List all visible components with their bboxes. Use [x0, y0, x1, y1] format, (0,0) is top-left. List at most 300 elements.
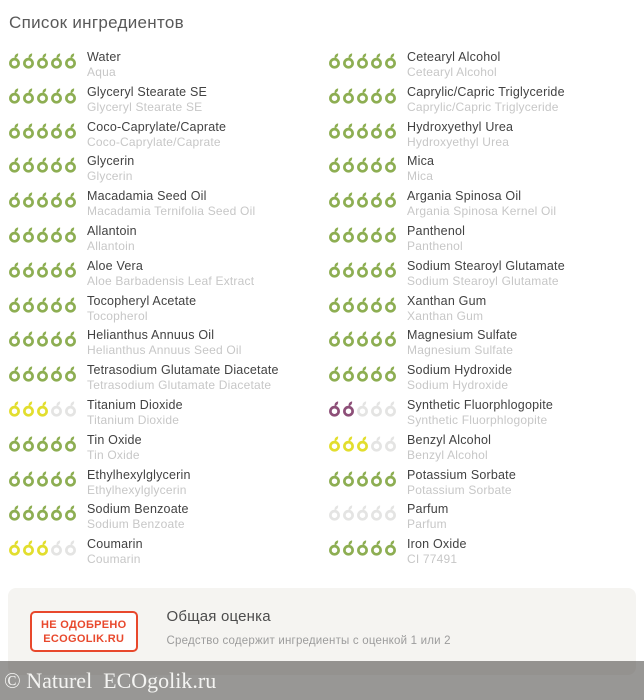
apple-rating-icon-filled [328, 157, 341, 173]
rating-icons [328, 294, 407, 329]
ingredient-inci: Hydroxyethyl Urea [407, 134, 510, 149]
ingredient-inci: Sodium Stearoyl Glutamate [407, 273, 559, 288]
apple-rating-icon-filled [22, 88, 35, 104]
ingredient-name: Ethylhexylglycerin [87, 467, 191, 482]
apple-rating-icon-filled [8, 88, 21, 104]
ingredient-row [8, 502, 328, 537]
apple-rating-icon-filled [356, 88, 369, 104]
apple-rating-icon-empty [370, 505, 383, 521]
apple-rating-icon-filled [328, 53, 341, 69]
apple-rating-icon-filled [384, 157, 397, 173]
ingredient-inci: Tetrasodium Glutamate Diacetate [87, 378, 272, 393]
ingredient-texts [407, 120, 513, 155]
ingredient-texts [87, 154, 134, 189]
rating-icons [328, 433, 407, 468]
ingredient-name: Glycerin [87, 154, 135, 169]
ingredient-inci: Parfum [407, 517, 447, 532]
apple-rating-icon-filled [22, 471, 35, 487]
apple-rating-icon-filled [384, 297, 397, 313]
ingredient-row [328, 294, 644, 329]
apple-rating-icon-filled [22, 53, 35, 69]
ingredients-column-left [8, 50, 328, 572]
ingredient-texts [407, 398, 553, 433]
apple-rating-icon-filled [22, 366, 35, 382]
apple-rating-icon-filled [8, 540, 21, 556]
ingredient-row [328, 537, 644, 572]
apple-rating-icon-filled [384, 366, 397, 382]
apple-rating-icon-filled [50, 157, 63, 173]
ingredient-texts [407, 328, 517, 363]
ingredient-texts [407, 468, 516, 503]
apple-rating-icon-filled [36, 540, 49, 556]
apple-rating-icon-filled [8, 262, 21, 278]
apple-rating-icon-filled [36, 471, 49, 487]
ingredient-name: Allantoin [87, 223, 137, 238]
rating-icons [8, 259, 87, 294]
ingredient-inci: Xanthan Gum [407, 308, 484, 323]
apple-rating-icon-filled [8, 123, 21, 139]
ingredient-texts [87, 259, 254, 294]
apple-rating-icon-filled [328, 540, 341, 556]
ingredient-texts [407, 433, 491, 468]
ingredient-row [8, 363, 328, 398]
apple-rating-icon-filled [22, 192, 35, 208]
ingredient-texts [87, 294, 196, 329]
rating-icons [328, 50, 407, 85]
apple-rating-icon-filled [356, 123, 369, 139]
apple-rating-icon-filled [342, 262, 355, 278]
ingredient-row [328, 363, 644, 398]
apple-rating-icon-empty [370, 401, 383, 417]
ingredient-texts [407, 294, 486, 329]
apple-rating-icon-filled [36, 436, 49, 452]
ingredient-inci: Panthenol [407, 238, 463, 253]
apple-rating-icon-filled [50, 88, 63, 104]
ingredient-name: Tin Oxide [87, 432, 142, 447]
apple-rating-icon-filled [328, 436, 341, 452]
ingredient-texts [87, 398, 183, 433]
apple-rating-icon-filled [356, 471, 369, 487]
ingredient-inci: Macadamia Ternifolia Seed Oil [87, 204, 256, 219]
apple-rating-icon-filled [64, 192, 77, 208]
apple-rating-icon-filled [370, 88, 383, 104]
ingredient-texts [407, 537, 467, 572]
ingredient-inci: Cetearyl Alcohol [407, 65, 497, 79]
apple-rating-icon-filled [50, 192, 63, 208]
apple-rating-icon-filled [328, 471, 341, 487]
apple-rating-icon-filled [64, 297, 77, 313]
apple-rating-icon-filled [356, 366, 369, 382]
apple-rating-icon-filled [356, 227, 369, 243]
ingredient-inci: Potassium Sorbate [407, 482, 512, 497]
rating-icons [8, 363, 87, 398]
ingredient-inci: Tocopherol [87, 308, 148, 323]
apple-rating-icon-filled [370, 123, 383, 139]
apple-rating-icon-filled [8, 192, 21, 208]
ingredient-texts [407, 154, 434, 189]
apple-rating-icon-filled [64, 88, 77, 104]
not-approved-stamp [30, 611, 138, 652]
apple-rating-icon-filled [50, 53, 63, 69]
ingredient-texts [407, 189, 556, 224]
ingredient-inci: Sodium Hydroxide [407, 378, 509, 393]
ingredient-name: Aloe Vera [87, 258, 144, 273]
apple-rating-icon-filled [50, 436, 63, 452]
apple-rating-icon-filled [384, 53, 397, 69]
ingredient-texts [407, 85, 565, 120]
ingredient-name: Benzyl Alcohol [407, 432, 492, 447]
rating-icons [328, 259, 407, 294]
apple-rating-icon-filled [36, 297, 49, 313]
apple-rating-icon-filled [356, 297, 369, 313]
ingredient-texts [87, 85, 207, 120]
apple-rating-icon-filled [356, 262, 369, 278]
apple-rating-icon-filled [384, 471, 397, 487]
ingredient-texts [87, 363, 279, 398]
rating-icons [328, 363, 407, 398]
rating-icons [328, 328, 407, 363]
apple-rating-icon-filled [22, 436, 35, 452]
apple-rating-icon-filled [64, 227, 77, 243]
ingredient-inci: Aqua [87, 65, 116, 79]
ingredient-name: Macadamia Seed Oil [87, 189, 207, 204]
ingredient-inci: Helianthus Annuus Seed Oil [87, 343, 242, 358]
apple-rating-icon-filled [50, 262, 63, 278]
ingredient-name: Tetrasodium Glutamate Diacetate [87, 363, 279, 378]
apple-rating-icon-filled [22, 505, 35, 521]
ingredient-name: Potassium Sorbate [407, 467, 517, 482]
ingredient-inci: Magnesium Sulfate [407, 343, 514, 358]
ingredient-row [8, 328, 328, 363]
apple-rating-icon-filled [370, 471, 383, 487]
apple-rating-icon-filled [356, 53, 369, 69]
ingredient-name: Helianthus Annuus Oil [87, 328, 215, 343]
ingredient-name: Xanthan Gum [407, 293, 487, 308]
rating-icons [8, 537, 87, 572]
apple-rating-icon-filled [370, 540, 383, 556]
apple-rating-icon-filled [64, 436, 77, 452]
apple-rating-icon-filled [50, 505, 63, 521]
apple-rating-icon-filled [342, 471, 355, 487]
apple-rating-icon-filled [64, 366, 77, 382]
apple-rating-icon-filled [22, 540, 35, 556]
ingredient-inci: Benzyl Alcohol [407, 447, 488, 462]
ingredient-row [328, 433, 644, 468]
ingredient-texts [87, 433, 142, 468]
watermark-footer [0, 661, 644, 700]
ingredient-name: Sodium Stearoyl Glutamate [407, 258, 565, 273]
ingredient-row [328, 85, 644, 120]
apple-rating-icon-filled [64, 262, 77, 278]
apple-rating-icon-filled [22, 157, 35, 173]
ingredient-texts [407, 50, 501, 85]
rating-icons [8, 468, 87, 503]
apple-rating-icon-filled [36, 227, 49, 243]
ingredient-name: Cetearyl Alcohol [407, 50, 501, 64]
apple-rating-icon-filled [384, 331, 397, 347]
ingredient-inci: Tin Oxide [87, 447, 140, 462]
ingredient-row [328, 328, 644, 363]
ingredient-row [328, 120, 644, 155]
rating-icons [328, 468, 407, 503]
ingredient-inci: Ethylhexylglycerin [87, 482, 187, 497]
apple-rating-icon-filled [384, 262, 397, 278]
apple-rating-icon-filled [342, 297, 355, 313]
apple-rating-icon-filled [342, 53, 355, 69]
ingredient-texts [407, 224, 465, 259]
apple-rating-icon-filled [328, 331, 341, 347]
apple-rating-icon-empty [356, 505, 369, 521]
apple-rating-icon-filled [8, 366, 21, 382]
apple-rating-icon-filled [36, 192, 49, 208]
apple-rating-icon-filled [8, 471, 21, 487]
ingredients-column-right [328, 50, 644, 572]
apple-rating-icon-filled [64, 505, 77, 521]
ingredient-row [8, 154, 328, 189]
rating-icons [8, 50, 87, 85]
apple-rating-icon-filled [370, 157, 383, 173]
apple-rating-icon-filled [328, 88, 341, 104]
ingredient-name: Water [87, 50, 121, 64]
apple-rating-icon-filled [8, 297, 21, 313]
apple-rating-icon-filled [22, 123, 35, 139]
apple-rating-icon-filled [8, 436, 21, 452]
apple-rating-icon-filled [22, 331, 35, 347]
ingredient-inci: Allantoin [87, 238, 135, 253]
overall-rating-description: Средство содержит ингредиенты с оценкой 1 или 2 [166, 635, 451, 647]
ingredient-inci: Synthetic Fluorphlogopite [407, 412, 548, 427]
ingredient-texts [87, 468, 191, 503]
ingredient-texts [407, 363, 512, 398]
apple-rating-icon-filled [384, 192, 397, 208]
ingredient-name: Coumarin [87, 537, 143, 552]
ingredient-row [328, 259, 644, 294]
ingredient-row [328, 224, 644, 259]
apple-rating-icon-filled [36, 366, 49, 382]
apple-rating-icon-filled [36, 123, 49, 139]
apple-rating-icon-filled [22, 401, 35, 417]
apple-rating-icon-empty [50, 401, 63, 417]
rating-icons [328, 537, 407, 572]
apple-rating-icon-empty [50, 540, 63, 556]
apple-rating-icon-filled [328, 262, 341, 278]
ingredient-inci: CI 77491 [407, 552, 458, 567]
ingredient-name: Synthetic Fluorphlogopite [407, 397, 554, 412]
rating-icons [8, 398, 87, 433]
apple-rating-icon-filled [370, 192, 383, 208]
ingredient-name: Magnesium Sulfate [407, 328, 518, 343]
ingredient-row [8, 468, 328, 503]
ingredient-name: Caprylic/Capric Triglyceride [407, 84, 565, 99]
ingredient-row [328, 398, 644, 433]
apple-rating-icon-filled [342, 436, 355, 452]
apple-rating-icon-filled [22, 297, 35, 313]
ingredient-inci: Mica [407, 169, 434, 184]
ingredient-texts [87, 537, 143, 572]
ingredient-row [8, 50, 328, 85]
ingredient-texts [87, 502, 189, 537]
apple-rating-icon-filled [342, 366, 355, 382]
apple-rating-icon-empty [328, 505, 341, 521]
apple-rating-icon-filled [384, 88, 397, 104]
apple-rating-icon-filled [370, 366, 383, 382]
overall-rating-texts [167, 608, 451, 647]
ingredient-texts [87, 328, 242, 363]
apple-rating-icon-filled [22, 262, 35, 278]
apple-rating-icon-filled [64, 331, 77, 347]
apple-rating-icon-filled [370, 331, 383, 347]
apple-rating-icon-filled [50, 123, 63, 139]
stamp-line-1: НЕ ОДОБРЕНО [41, 619, 127, 631]
apple-rating-icon-filled [342, 192, 355, 208]
apple-rating-icon-filled [384, 123, 397, 139]
ingredient-name: Tocopheryl Acetate [87, 293, 197, 308]
apple-rating-icon-filled [50, 297, 63, 313]
apple-rating-icon-filled [384, 540, 397, 556]
apple-rating-icon-filled [8, 157, 21, 173]
apple-rating-icon-filled [370, 53, 383, 69]
ingredients-grid [8, 50, 644, 572]
ingredient-row [8, 398, 328, 433]
apple-rating-icon-filled [50, 331, 63, 347]
rating-icons [328, 502, 407, 537]
rating-icons [8, 189, 87, 224]
apple-rating-icon-filled [356, 331, 369, 347]
apple-rating-icon-empty [342, 505, 355, 521]
apple-rating-icon-filled [8, 331, 21, 347]
apple-rating-icon-filled [342, 401, 355, 417]
ingredient-inci: Caprylic/Capric Triglyceride [407, 99, 559, 114]
ingredient-row [8, 259, 328, 294]
ingredient-texts [87, 224, 137, 259]
apple-rating-icon-filled [8, 505, 21, 521]
rating-icons [328, 85, 407, 120]
rating-icons [328, 224, 407, 259]
apple-rating-icon-filled [36, 157, 49, 173]
apple-rating-icon-empty [384, 505, 397, 521]
apple-rating-icon-filled [22, 227, 35, 243]
ingredient-row [8, 189, 328, 224]
apple-rating-icon-filled [328, 366, 341, 382]
apple-rating-icon-filled [356, 157, 369, 173]
rating-icons [8, 85, 87, 120]
apple-rating-icon-filled [50, 366, 63, 382]
apple-rating-icon-filled [342, 88, 355, 104]
rating-icons [328, 189, 407, 224]
apple-rating-icon-filled [356, 436, 369, 452]
apple-rating-icon-filled [356, 192, 369, 208]
ingredient-texts [87, 50, 121, 85]
apple-rating-icon-filled [36, 331, 49, 347]
ingredient-row [8, 433, 328, 468]
ingredient-name: Sodium Benzoate [87, 502, 189, 517]
apple-rating-icon-empty [370, 436, 383, 452]
apple-rating-icon-filled [328, 192, 341, 208]
ingredient-inci: Coumarin [87, 552, 141, 567]
apple-rating-icon-empty [356, 401, 369, 417]
stamp-line-2: ECOGOLIK.RU [43, 633, 125, 645]
apple-rating-icon-filled [384, 227, 397, 243]
apple-rating-icon-empty [384, 436, 397, 452]
apple-rating-icon-filled [328, 227, 341, 243]
apple-rating-icon-filled [64, 471, 77, 487]
ingredient-name: Coco-Caprylate/Caprate [87, 119, 227, 134]
apple-rating-icon-filled [64, 123, 77, 139]
apple-rating-icon-filled [36, 53, 49, 69]
apple-rating-icon-filled [8, 227, 21, 243]
ingredient-row [8, 224, 328, 259]
rating-icons [8, 120, 87, 155]
copyright-text: © Naturel ECOgolik.ru [4, 667, 217, 693]
apple-rating-icon-empty [384, 401, 397, 417]
apple-rating-icon-filled [328, 401, 341, 417]
ingredient-inci: Glyceryl Stearate SE [87, 99, 203, 114]
apple-rating-icon-filled [36, 505, 49, 521]
ingredient-name: Argania Spinosa Oil [407, 189, 522, 204]
apple-rating-icon-empty [64, 540, 77, 556]
ingredient-name: Iron Oxide [407, 537, 467, 552]
apple-rating-icon-filled [342, 123, 355, 139]
apple-rating-icon-filled [36, 262, 49, 278]
rating-icons [328, 120, 407, 155]
rating-icons [328, 398, 407, 433]
ingredient-inci: Glycerin [87, 169, 133, 184]
ingredient-row [328, 502, 644, 537]
apple-rating-icon-filled [50, 471, 63, 487]
ingredient-name: Glyceryl Stearate SE [87, 84, 208, 99]
ingredient-row [8, 85, 328, 120]
ingredient-inci: Aloe Barbadensis Leaf Extract [87, 273, 255, 288]
rating-icons [8, 502, 87, 537]
ingredient-texts [87, 120, 226, 155]
ingredient-texts [407, 502, 449, 537]
apple-rating-icon-filled [50, 227, 63, 243]
ingredient-row [8, 120, 328, 155]
rating-icons [8, 328, 87, 363]
apple-rating-icon-filled [8, 401, 21, 417]
ingredient-row [328, 468, 644, 503]
ingredient-name: Hydroxyethyl Urea [407, 119, 514, 134]
ingredient-row [328, 154, 644, 189]
apple-rating-icon-filled [370, 297, 383, 313]
ingredient-name: Titanium Dioxide [87, 397, 183, 412]
apple-rating-icon-filled [370, 227, 383, 243]
apple-rating-icon-filled [328, 297, 341, 313]
ingredient-row [328, 50, 644, 85]
rating-icons [8, 224, 87, 259]
ingredient-inci: Coco-Caprylate/Caprate [87, 134, 221, 149]
apple-rating-icon-filled [342, 157, 355, 173]
apple-rating-icon-empty [64, 401, 77, 417]
apple-rating-icon-filled [370, 262, 383, 278]
apple-rating-icon-filled [356, 540, 369, 556]
ingredient-texts [407, 259, 565, 294]
apple-rating-icon-filled [64, 157, 77, 173]
apple-rating-icon-filled [36, 88, 49, 104]
ingredient-row [8, 294, 328, 329]
apple-rating-icon-filled [8, 53, 21, 69]
ingredient-name: Mica [407, 154, 435, 169]
ingredient-inci: Argania Spinosa Kernel Oil [407, 204, 557, 219]
apple-rating-icon-filled [342, 331, 355, 347]
rating-icons [8, 433, 87, 468]
apple-rating-icon-filled [342, 227, 355, 243]
ingredient-name: Sodium Hydroxide [407, 363, 513, 378]
ingredient-texts [87, 189, 255, 224]
ingredient-name: Panthenol [407, 223, 466, 238]
ingredient-row [328, 189, 644, 224]
apple-rating-icon-filled [36, 401, 49, 417]
